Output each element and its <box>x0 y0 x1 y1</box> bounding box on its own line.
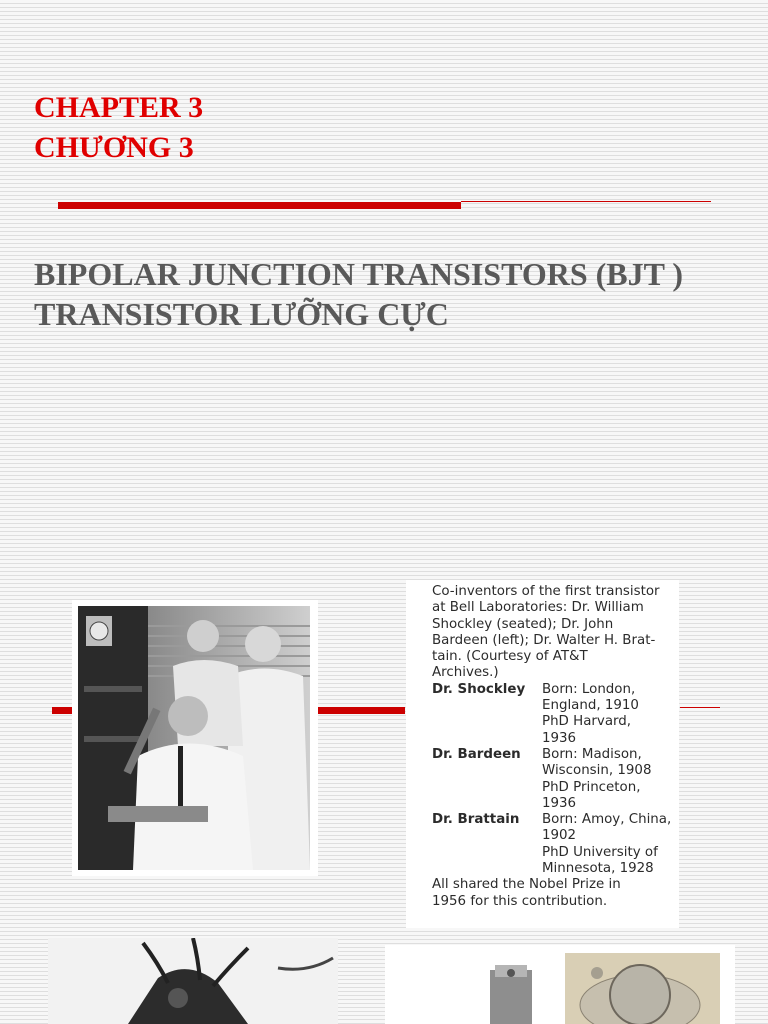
bio-shockley <box>432 682 679 747</box>
bio-info <box>542 747 679 812</box>
bio-line: Wisconsin, 1908 <box>542 763 652 779</box>
inventors-caption <box>406 580 679 928</box>
caption-line: 1956 for this contribution. <box>432 893 608 909</box>
bio-line: 1936 <box>542 730 577 746</box>
title-divider-thin <box>461 201 711 202</box>
bio-brattain <box>432 812 679 877</box>
topic-title-en: BIPOLAR JUNCTION TRANSISTORS (BJT ) <box>34 256 684 292</box>
bio-line: Born: Amoy, China, <box>542 812 672 828</box>
transistor-packages-image <box>385 945 735 1024</box>
topic-title <box>34 254 683 334</box>
mid-divider-center <box>318 707 405 714</box>
caption-closing <box>432 877 678 910</box>
bio-line: PhD University of <box>542 844 658 860</box>
bio-line: Born: London, <box>542 681 636 697</box>
caption-line: Shockley (seated); Dr. John <box>432 616 614 632</box>
title-divider-thick <box>58 202 461 209</box>
mid-divider-left <box>52 707 72 714</box>
bio-line: Born: Madison, <box>542 746 642 762</box>
caption-line: at Bell Laboratories: Dr. William <box>432 600 644 616</box>
caption-line: Archives.) <box>432 665 499 681</box>
inventors-photo-image <box>78 606 310 870</box>
caption-intro <box>432 584 678 682</box>
transistor-packages-photo <box>385 945 735 1024</box>
chapter-title-vi: CHƯƠNG 3 <box>34 131 194 164</box>
bio-bardeen <box>432 747 679 812</box>
caption-line: Bardeen (left); Dr. Walter H. Brat- <box>432 632 656 648</box>
caption-line: tain. (Courtesy of AT&T <box>432 649 588 665</box>
bio-line: Minnesota, 1928 <box>542 861 654 877</box>
bio-line: PhD Princeton, <box>542 779 641 795</box>
bio-line: PhD Harvard, <box>542 714 632 730</box>
bio-info <box>542 812 679 877</box>
bio-line: 1902 <box>542 828 577 844</box>
bio-line: England, 1910 <box>542 698 639 714</box>
early-transistor-photo <box>48 938 338 1024</box>
bio-name: Dr. Shockley <box>432 681 526 697</box>
caption-line: Co-inventors of the first transistor <box>432 584 660 599</box>
mid-divider-right <box>680 707 720 708</box>
inventors-photo <box>72 600 318 876</box>
bio-name: Dr. Brattain <box>432 812 520 828</box>
caption-line: All shared the Nobel Prize in <box>432 877 621 893</box>
topic-title-vi: TRANSISTOR LƯỠNG CỰC <box>34 296 449 332</box>
chapter-title-en: CHAPTER 3 <box>34 91 204 124</box>
early-transistor-image <box>48 938 338 1024</box>
bio-name: Dr. Bardeen <box>432 746 521 762</box>
bio-line: 1936 <box>542 795 577 811</box>
bio-info <box>542 682 679 747</box>
chapter-title <box>34 88 203 168</box>
